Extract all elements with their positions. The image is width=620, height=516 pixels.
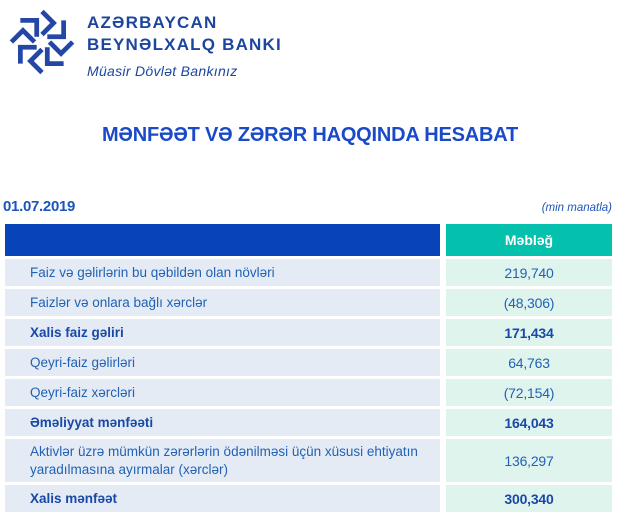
table-row <box>5 289 612 316</box>
row-value: 171,434 <box>446 319 612 346</box>
row-value: 136,297 <box>446 439 612 482</box>
row-label: Xalis faiz gəliri <box>5 319 440 346</box>
report-meta <box>3 198 612 215</box>
table-row <box>5 259 612 286</box>
pnl-table <box>5 224 612 515</box>
bank-logo <box>8 8 282 79</box>
header-label-cell <box>5 224 440 256</box>
bank-logo-text <box>87 8 282 79</box>
header-value-cell: Məbləğ <box>446 224 612 256</box>
row-label: Xalis mənfəət <box>5 485 440 512</box>
table-header <box>5 224 612 256</box>
row-value: 164,043 <box>446 409 612 436</box>
row-value: 219,740 <box>446 259 612 286</box>
row-value: (72,154) <box>446 379 612 406</box>
table-body <box>5 259 612 512</box>
bank-name-line2: BEYNƏLXALQ BANKI <box>87 34 282 54</box>
table-row <box>5 319 612 346</box>
bank-knot-star-icon <box>8 8 76 76</box>
row-label: Aktivlər üzrə mümkün zərərlərin ödənilməsi üçün xüsusi ehtiyatın yaradılmasına ayırmalar (xərclər) <box>5 439 440 482</box>
row-value: 300,340 <box>446 485 612 512</box>
report-date: 01.07.2019 <box>3 198 76 215</box>
table-row <box>5 485 612 512</box>
row-label: Qeyri-faiz gəlirləri <box>5 349 440 376</box>
report-title: MƏNFƏƏT VƏ ZƏRƏR HAQQINDA HESABAT <box>101 124 519 146</box>
bank-tagline: Müasir Dövlət Bankınız <box>87 62 238 79</box>
table-row <box>5 439 612 482</box>
table-row <box>5 349 612 376</box>
row-label: Faiz və gəlirlərin bu qəbildən olan növləri <box>5 259 440 286</box>
row-label: Əməliyyat mənfəəti <box>5 409 440 436</box>
row-value: 64,763 <box>446 349 612 376</box>
table-row <box>5 379 612 406</box>
table-row <box>5 409 612 436</box>
unit-note: (min manatla) <box>541 202 612 214</box>
row-label: Qeyri-faiz xərcləri <box>5 379 440 406</box>
bank-name-line1: AZƏRBAYCAN <box>87 13 218 32</box>
row-label: Faizlər və onlara bağlı xərclər <box>5 289 440 316</box>
row-value: (48,306) <box>446 289 612 316</box>
